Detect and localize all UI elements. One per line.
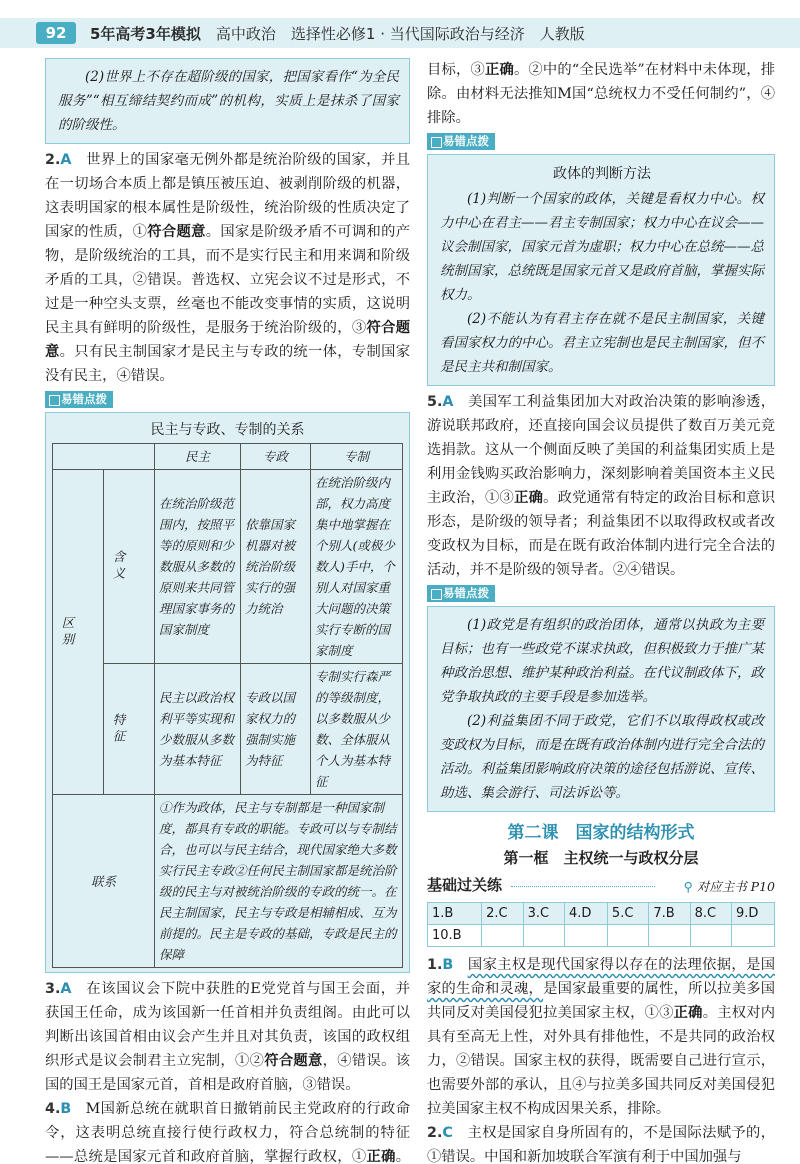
answer-cell: 7.B bbox=[649, 903, 690, 925]
answer-cell: 8.C bbox=[690, 903, 731, 925]
tip-paragraph: (1)政党是有组织的政治团体，通常以执政为主要目标；也有一些政党不谋求执政，但积极致力于推广某种政治思想、维护某种政治利益。在代议制政体下，政党争取执政的主要手段是参加选举。 bbox=[440, 617, 764, 705]
answer-text: 。政党通常有特定的政治目标和意识形态，是阶级的领导者；利益集团不以取得政权或者改变政权为目标，而是在既有政治体制内进行完全合法的活动，并不是阶级的领导者。②④错误。 bbox=[427, 490, 776, 578]
page-number: 92 bbox=[36, 22, 76, 44]
answer-text: 世界上的国家毫无例外都是统治阶级的国家，并且在一切场合本质上都是镇压被压迫、被剥削阶级的机器，这表明国家的根本属性是阶级性，统治阶级的性质决定了国家的性质，① bbox=[45, 152, 410, 240]
answer-highlight: 正确 bbox=[484, 62, 514, 78]
answer-letter: A bbox=[60, 152, 72, 168]
table-corner bbox=[53, 444, 155, 470]
answer-cell: 10.B bbox=[428, 925, 482, 947]
answer-text: ，④错误。该国的国王是国家元首，首相是政府首脑，③错误。 bbox=[45, 1053, 411, 1093]
answer-cell bbox=[565, 925, 608, 947]
section-title: 第一框 主权统一与政权分层 bbox=[503, 849, 699, 867]
top-tip-box bbox=[45, 58, 410, 144]
magnifier-icon: ⚲ bbox=[683, 879, 693, 894]
error-tip-tag bbox=[427, 582, 775, 602]
table-header: 专制 bbox=[311, 444, 403, 470]
tip-paragraph: (1)判断一个国家的政体，关键是看权力中心。权力中心在君主——君主专制国家；权力中心在议会——议会制国家，国家元首为虚职；权力中心在总统——总统制国家，总统既是国家元首又是政府首脑，掌握实际权力。 bbox=[440, 191, 764, 303]
table-cell: 专制实行森严的等级制度，以多数服从少数、全体服从个人为基本特征 bbox=[311, 664, 403, 795]
volume: 选择性必修1 · 当代国际政治与经济 bbox=[290, 25, 525, 43]
tag-label: 易错点拨 bbox=[45, 391, 113, 408]
book-title: 5年高考3年模拟 bbox=[90, 25, 201, 43]
question-number: 4. bbox=[45, 1101, 61, 1117]
answer-cell bbox=[649, 925, 690, 947]
answer-cell bbox=[732, 925, 775, 947]
answer-text: 在该国议会下院中获胜的E党党首与国王会面，并获国王任命，成为该国新一任首相并负责组阁。由此可以判断出该国首相由议会产生并且对其负责，该国的政权组织形式是议会制君主立宪制，①② bbox=[45, 981, 410, 1069]
question-number: 3. bbox=[45, 981, 61, 997]
error-tip-tag bbox=[45, 388, 410, 408]
answer-letter: A bbox=[60, 981, 72, 997]
question-number: 5. bbox=[427, 394, 443, 410]
table-cell: 在统治阶级内部，权力高度集中地掌握在个别人(或极少数人)手中，个别人对国家重大问题的决策实行专断的国家制度 bbox=[311, 470, 403, 664]
page-header bbox=[0, 18, 800, 48]
tag-label: 易错点拨 bbox=[427, 133, 495, 150]
comparison-box bbox=[45, 412, 410, 973]
answer-highlight: 符合题意 bbox=[264, 1053, 323, 1069]
table-cell: ①作为政体，民主与专制都是一种国家制度，都具有专政的职能。专政可以与专制结合，也可以与民主结合，现代国家绝大多数实行民主专政②任何民主制国家都是统治阶级的民主与对被统治阶级的专政的统一。在民主制国家，民主与专政是相辅相成、互为前提的。民主是专政的基础，专政是民主的保障 bbox=[155, 795, 403, 968]
answer-4-continued bbox=[427, 58, 775, 130]
answer-cell bbox=[607, 925, 648, 947]
left-column bbox=[45, 58, 410, 1164]
answer-letter: C bbox=[442, 1125, 453, 1141]
answer-cell: 3.C bbox=[523, 903, 564, 925]
answer-5 bbox=[427, 390, 775, 582]
explanation-1 bbox=[427, 953, 775, 1121]
answer-text: M国新总统在就职首日撤销前民主党政府的行政命令，这表明总统直接行使行政权力，符合总统制的特征——总统是国家元首和政府首脑，掌握行政权，① bbox=[45, 1101, 410, 1164]
reference-text: 对应主书 P10 bbox=[696, 879, 775, 894]
answer-letter: A bbox=[442, 394, 454, 410]
tip-title: 政体的判断方法 bbox=[553, 166, 651, 182]
right-column bbox=[427, 58, 775, 1164]
answer-text: 。 bbox=[395, 1149, 411, 1164]
table-cell: 民主以政治权利平等实现和少数服从多数为基本特征 bbox=[155, 664, 241, 795]
basic-practice-heading bbox=[427, 874, 775, 900]
answer-text: 目标，③ bbox=[427, 62, 485, 78]
basic-practice-label: 基础过关练 bbox=[427, 874, 506, 895]
answer-text: 主权是国家自身所固有的，不是国际法赋予的，①错误。中国和新加坡联合军演有利于中国加强与 bbox=[427, 1125, 775, 1164]
answer-2 bbox=[45, 148, 410, 388]
question-number: 1. bbox=[427, 957, 443, 973]
row-label bbox=[53, 795, 155, 968]
answer-text: 。主权对内具有至高无上性，对外具有排他性，不是共同的政治权力，②错误。国家主权的获得，既需要自己进行宣示，也需要外部的承认，且④与拉美多国共同反对美国侵犯拉美国家主权不构成因果关系，排除。 bbox=[427, 1005, 776, 1117]
answer-3 bbox=[45, 977, 410, 1097]
edition: 人教版 bbox=[539, 25, 585, 43]
answer-highlight: 正确 bbox=[514, 490, 544, 506]
table-title: 民主与专政、专制的关系 bbox=[150, 422, 305, 438]
header-title bbox=[90, 23, 585, 44]
tip-paragraph: (2)不能认为有君主存在就不是民主制国家，关键看国家权力的中心。君主立宪制也是民主制国家，但不是民主共和制国家。 bbox=[440, 311, 764, 375]
tag-label: 易错点拨 bbox=[427, 585, 495, 602]
regime-tip-box bbox=[427, 154, 775, 386]
answer-highlight: 符合题意 bbox=[45, 320, 411, 360]
question-number: 2. bbox=[45, 152, 61, 168]
answer-cell bbox=[482, 925, 523, 947]
subject: 高中政治 bbox=[215, 25, 276, 43]
answer-cell: 5.C bbox=[607, 903, 648, 925]
answer-cell: 2.C bbox=[482, 903, 523, 925]
answer-cell: 4.D bbox=[565, 903, 608, 925]
party-tip-box bbox=[427, 606, 775, 812]
answer-highlight: 正确 bbox=[366, 1149, 396, 1164]
answer-text: 美国军工利益集团加大对政治决策的影响渗透，游说联邦政府，还直接向国会议员提供了数百万美元竞选捐款。这从一个侧面反映了美国的利益集团实质上是利用金钱购买政治影响力，深刻影响着美国资本主义民主政治，①③ bbox=[427, 394, 775, 506]
table-header: 专政 bbox=[241, 444, 311, 470]
table-cell: 专政以国家权力的强制实施为特征 bbox=[241, 664, 311, 795]
row-label bbox=[104, 664, 155, 795]
row-label-text: 含义 bbox=[111, 550, 126, 583]
answer-cell: 9.D bbox=[732, 903, 775, 925]
answer-4 bbox=[45, 1097, 410, 1164]
lesson-title: 第二课 国家的结构形式 bbox=[507, 823, 695, 843]
table-header: 民主 bbox=[155, 444, 241, 470]
top-tip-text: (2)世界上不存在超阶级的国家，把国家看作“为全民服务”“相互缔结契约而成”的机构，实质上是抹杀了国家的阶级性。 bbox=[58, 69, 399, 133]
row-group-label bbox=[53, 470, 104, 795]
answer-text: 。②中的“全民选举”在材料中未体现，排除。由材料无法推知M国“总统权力不受任何制约”，④排除。 bbox=[427, 62, 776, 126]
tip-paragraph: (2)利益集团不同于政党，它们不以取得政权或改变政权为目标，而是在既有政治体制内进行完全合法的活动。利益集团影响政府决策的途径包括游说、宣传、助选、集会游行、司法诉讼等。 bbox=[440, 713, 764, 801]
error-tip-tag bbox=[427, 130, 775, 150]
table-cell: 在统治阶级范围内，按照平等的原则和少数服从多数的原则来共同管理国家事务的国家制度 bbox=[155, 470, 241, 664]
row-label-text: 联系 bbox=[90, 873, 116, 889]
reference bbox=[684, 877, 775, 895]
answer-letter: B bbox=[442, 957, 454, 973]
comparison-table bbox=[52, 443, 403, 968]
answer-text: 。国家是阶级矛盾不可调和的产物，是阶级统治的工具，而不是实行民主和用来调和阶级矛盾的工具，②错误。普选权、立宪会议不过是形式，不过是一种空头支票，丝毫也不能改变事情的实质，这说明民主具有鲜明的阶级性，是服务于统治阶级的，③ bbox=[45, 224, 411, 336]
answer-letter: B bbox=[60, 1101, 72, 1117]
question-number: 2. bbox=[427, 1125, 443, 1141]
answer-highlight: 正确 bbox=[673, 1005, 703, 1021]
dotted-divider bbox=[511, 886, 655, 887]
answer-cell: 1.B bbox=[428, 903, 482, 925]
answer-grid bbox=[427, 902, 775, 947]
answer-cell bbox=[523, 925, 564, 947]
table-cell: 依靠国家机器对被统治阶级实行的强力统治 bbox=[241, 470, 311, 664]
row-label-text: 特征 bbox=[111, 712, 126, 746]
answer-text: 是国家最重要的属性，所以拉美多国共同反对美国侵犯拉美国家主权，①③ bbox=[427, 981, 776, 1021]
answer-highlight: 符合题意 bbox=[147, 224, 206, 240]
answer-text: 。只有民主制国家才是民主与专政的统一体，专制国家没有民主，④错误。 bbox=[45, 344, 411, 384]
row-label bbox=[104, 470, 155, 664]
answer-cell bbox=[690, 925, 731, 947]
row-group-text: 区别 bbox=[60, 615, 75, 649]
wavy-underlined-text: 国家主权是现代国家得以存在的法理依据，是国家的生命和灵魂， bbox=[427, 957, 775, 997]
explanation-2 bbox=[427, 1121, 775, 1164]
